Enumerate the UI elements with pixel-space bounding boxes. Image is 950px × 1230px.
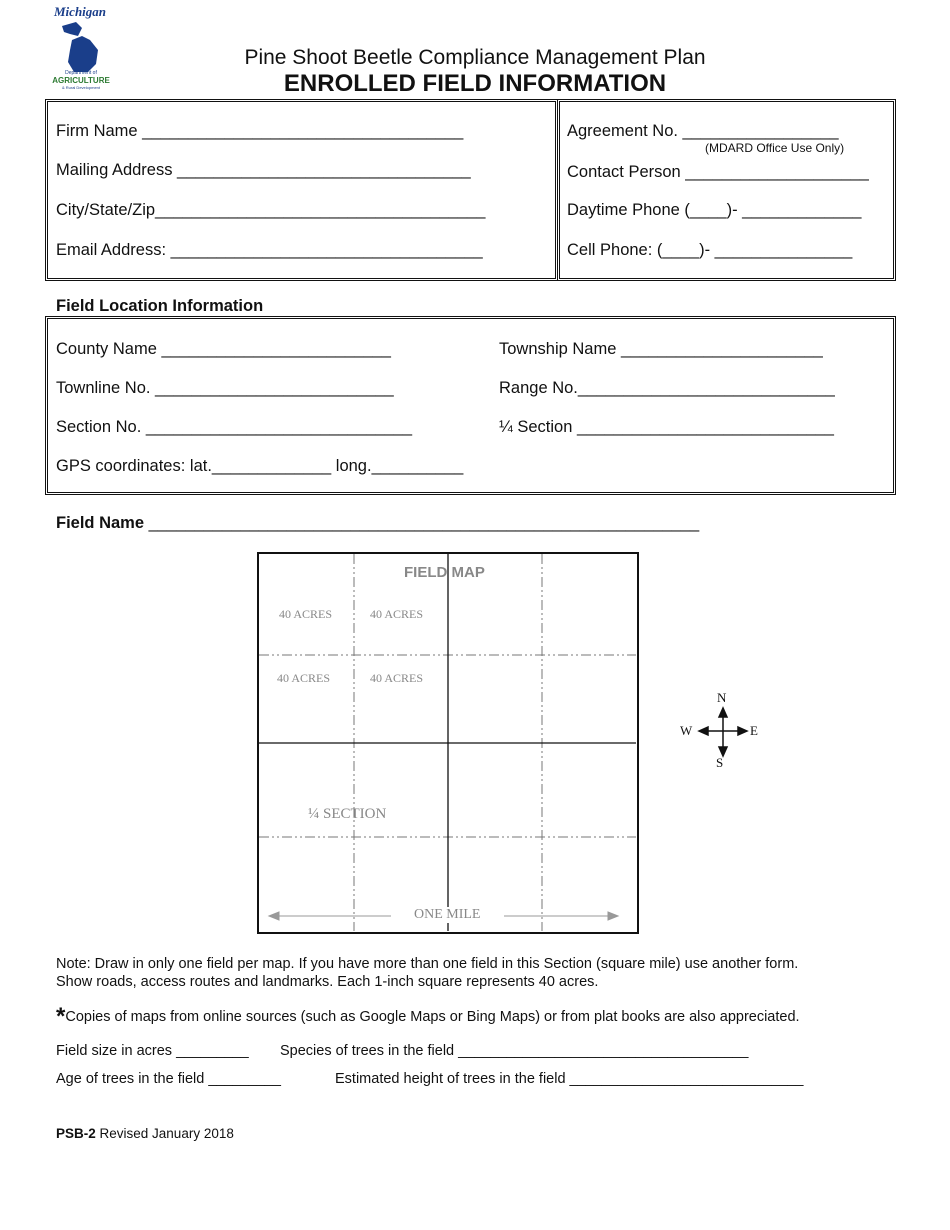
field-name-line[interactable]: ____________________________________________________________ [148,514,700,532]
gps-coordinates-field[interactable]: GPS coordinates: lat._____________ long.__________ [56,457,464,475]
field-location-heading: Field Location Information [56,297,264,315]
acres-label-4: 40 ACRES [370,671,424,685]
form-id: PSB-2 [56,1126,96,1141]
field-name-row[interactable] [56,514,699,533]
range-no-field[interactable]: Range No.____________________________ [499,379,835,397]
compass-s: S [716,755,724,770]
tree-age-field[interactable]: Age of trees in the field _________ [56,1071,281,1087]
acres-label-3: 40 ACRES [277,671,331,685]
compass-e: E [750,723,758,738]
township-name-field[interactable]: Township Name ______________________ [499,340,823,358]
copies-note [56,1003,800,1031]
note-line-2: Show roads, access routes and landmarks. Each 1-inch square represents 40 acres. [56,974,599,990]
firm-name-field[interactable]: Firm Name ___________________________________ [56,122,464,140]
email-field[interactable]: Email Address: __________________________________ [56,241,483,259]
tree-height-field[interactable]: Estimated height of trees in the field _____________________________ [335,1071,804,1087]
field-size-field[interactable]: Field size in acres _________ [56,1043,249,1059]
agreement-no-field[interactable]: Agreement No. _________________ [567,122,839,140]
page-title: Pine Shoot Beetle Compliance Management Plan [244,46,706,69]
daytime-phone-field[interactable]: Daytime Phone (____)- _____________ [567,201,862,219]
acres-label-1: 40 ACRES [279,607,333,621]
mailing-address-field[interactable]: Mailing Address ________________________________ [56,161,471,179]
cell-phone-field[interactable]: Cell Phone: (____)- _______________ [567,241,853,259]
acres-label-2: 40 ACRES [370,607,424,621]
county-name-field[interactable]: County Name _________________________ [56,340,391,358]
one-mile-label: ONE MILE [414,907,481,922]
compass-w: W [680,723,693,738]
compass-arrows [693,702,753,762]
compass-n: N [717,690,727,705]
city-state-zip-field[interactable]: City/State/Zip____________________________________ [56,201,486,219]
copies-text: Copies of maps from online sources (such as Google Maps or Bing Maps) or from plat books are also appreciated. [65,1009,800,1025]
logo-text: Michigan [54,4,107,19]
section-no-field[interactable]: Section No. _____________________________ [56,418,412,436]
logo-dept: Department of [65,70,97,76]
form-footer [56,1126,234,1141]
contact-person-field[interactable]: Contact Person ____________________ [567,163,869,181]
field-map-title: FIELD MAP [404,564,485,581]
quarter-section-label: ¼ SECTION [308,806,387,822]
logo-agriculture: AGRICULTURE [52,76,110,85]
page-subtitle: ENROLLED FIELD INFORMATION [283,70,667,97]
logo-rural: & Rural Development [61,85,101,90]
note-line-1: Note: Draw in only one field per map. If you have more than one field in this Section (square mile) use another form. [56,956,799,972]
field-name-label: Field Name [56,514,145,532]
quarter-section-field[interactable]: ¼ Section ____________________________ [499,418,834,436]
tree-species-field[interactable]: Species of trees in the field ____________________________________ [280,1043,749,1059]
townline-no-field[interactable]: Townline No. __________________________ [56,379,394,397]
asterisk: * [56,1003,66,1030]
office-use-note: (MDARD Office Use Only) [705,141,845,155]
field-map[interactable] [257,552,639,934]
revised-date: Revised January 2018 [95,1126,234,1141]
